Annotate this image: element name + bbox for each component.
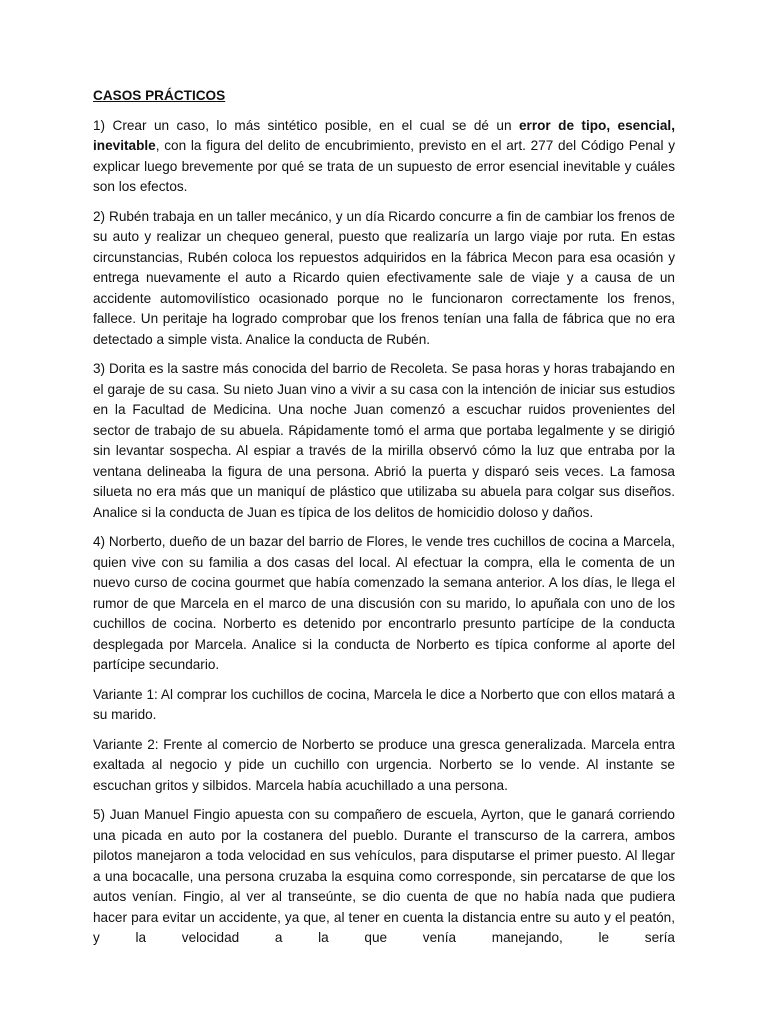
paragraph-case-3 — [93, 359, 675, 523]
paragraph-case-1 — [93, 116, 675, 198]
paragraph-variant-1 — [93, 685, 675, 726]
paragraph-text: Variante 1: Al comprar los cuchillos de cocina, Marcela le dice a Norberto que con ellos matará a su marido. — [93, 686, 675, 722]
paragraph-text: , con la figura del delito de encubrimiento, previsto en el art. 277 del Código Penal y explicar luego brevemente por qué se trata de un supuesto de error esencial inevitable y cuáles son los efectos. — [93, 138, 675, 194]
paragraph-text: 5) Juan Manuel Fingio apuesta con su compañero de escuela, Ayrton, que le ganará corriendo una picada en auto por la costanera del pueblo. Durante el transcurso de la carrera, ambos pilotos manejaron a toda velocidad en sus vehículos, para disputarse el primer puesto. Al llegar a una bocacalle, una persona cruzaba la esquina como corresponde, sin percatarse de que los autos venían. Fingio, al ver al transeúnte, se dio cuenta de que no había nada que pudiera hacer para evitar un accidente, ya que, al tener en cuenta la distancia entre su auto y el peatón, y la velocidad a la que venía manejando, le sería — [93, 807, 675, 945]
paragraph-text: 1) Crear un caso, lo más sintético posible, en el cual se dé un — [93, 117, 519, 133]
paragraph-case-2 — [93, 207, 675, 351]
document-page — [93, 86, 675, 958]
document-title: CASOS PRÁCTICOS — [93, 88, 226, 103]
paragraph-variant-2 — [93, 735, 675, 797]
paragraph-text: 3) Dorita es la sastre más conocida del barrio de Recoleta. Se pasa horas y horas trabajando en el garaje de su casa. Su nieto Juan vino a vivir a su casa con la intención de iniciar sus estudios en la Facultad de Medicina. Una noche Juan comenzó a escuchar ruidos provenientes del sector de trabajo de su abuela. Rápidamente tomó el arma que portaba legalmente y se dirigió sin levantar sospecha. Al espiar a través de la mirilla observó cómo la luz que entraba por la ventana delineaba la figura de una persona. Abrió la puerta y disparó seis veces. La famosa silueta no era más que un maniquí de plástico que utilizaba su abuela para colgar sus diseños. Analice si la conducta de Juan es típica de los delitos de homicidio doloso y daños. — [93, 361, 675, 520]
paragraph-case-5 — [93, 805, 675, 949]
paragraph-text: Variante 2: Frente al comercio de Norberto se produce una gresca generalizada. Marcela entra exaltada al negocio y pide un cuchillo con urgencia. Norberto se lo vende. Al instante se escuchan gritos y silbidos. Marcela había acuchillado a una persona. — [93, 736, 675, 793]
paragraph-bold-text: error de tipo, esencial, inevitable — [93, 117, 675, 153]
paragraph-case-4 — [93, 532, 675, 676]
paragraph-text: 4) Norberto, dueño de un bazar del barrio de Flores, le vende tres cuchillos de cocina a Marcela, quien vive con su familia a dos casas del local. Al efectuar la compra, ella le comenta de un nuevo curso de cocina gourmet que había comenzado la semana anterior. A los días, le llega el rumor de que Marcela en el marco de una discusión con su marido, lo apuñala con uno de los cuchillos de cocina. Norberto es detenido por encontrarlo presunto partícipe de la conducta desplegada por Marcela. Analice si la conducta de Norberto es típica conforme al aporte del partícipe secundario. — [93, 534, 675, 672]
paragraph-text: 2) Rubén trabaja en un taller mecánico, y un día Ricardo concurre a fin de cambiar los frenos de su auto y realizar un chequeo general, puesto que realizaría un largo viaje por ruta. En estas circunstancias, Rubén coloca los repuestos adquiridos en la fábrica Mecon para esa ocasión y entrega nuevamente el auto a Ricardo quien efectivamente sale de viaje y a causa de un accidente automovilístico ocasionado porque no le funcionaron correctamente los frenos, fallece. Un peritaje ha logrado comprobar que los frenos tenían una falla de fábrica que no era detectado a simple vista. Analice la conducta de Rubén. — [93, 208, 675, 347]
